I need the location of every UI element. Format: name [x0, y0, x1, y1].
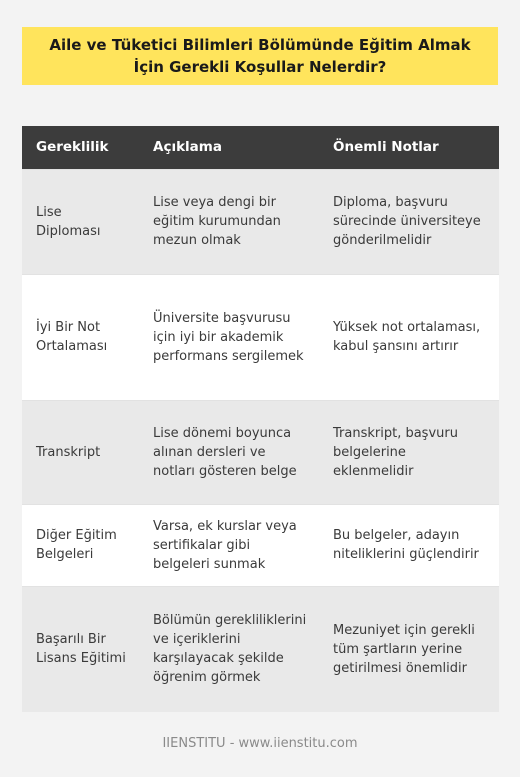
cell-requirement: Diğer Eğitim Belgeleri — [22, 504, 139, 586]
table-row — [22, 169, 499, 274]
cell-description: Varsa, ek kurslar veya sertifikalar gibi belgeleri sunmak — [139, 504, 319, 586]
table-header-row — [22, 126, 499, 169]
footer-credit: IIENSTITU - www.iienstitu.com — [162, 736, 358, 751]
column-header-notes: Önemli Notlar — [319, 126, 499, 169]
column-header-requirement: Gereklilik — [22, 126, 139, 169]
cell-requirement: Transkript — [22, 400, 139, 504]
column-header-description: Açıklama — [139, 126, 319, 169]
cell-description: Bölümün gerekliliklerini ve içeriklerini karşılayacak şekilde öğrenim görmek — [139, 586, 319, 712]
cell-requirement: Başarılı Bir Lisans Eğitimi — [22, 586, 139, 712]
table-row — [22, 504, 499, 586]
cell-notes: Bu belgeler, adayın niteliklerini güçlendirir — [319, 504, 499, 586]
cell-notes: Yüksek not ortalaması, kabul şansını artırır — [319, 274, 499, 400]
cell-requirement: Lise Diploması — [22, 169, 139, 274]
table-row — [22, 274, 499, 400]
page-title: Aile ve Tüketici Bilimleri Bölümünde Eğitim Almak İçin Gerekli Koşullar Nelerdir? — [22, 27, 498, 85]
cell-notes: Mezuniyet için gerekli tüm şartların yerine getirilmesi önemlidir — [319, 586, 499, 712]
table-row — [22, 400, 499, 504]
cell-notes: Diploma, başvuru sürecinde üniversiteye gönderilmelidir — [319, 169, 499, 274]
table-row — [22, 586, 499, 712]
cell-description: Lise veya dengi bir eğitim kurumundan mezun olmak — [139, 169, 319, 274]
cell-notes: Transkript, başvuru belgelerine eklenmelidir — [319, 400, 499, 504]
requirements-table — [22, 126, 499, 712]
cell-description: Lise dönemi boyunca alınan dersleri ve notları gösteren belge — [139, 400, 319, 504]
cell-requirement: İyi Bir Not Ortalaması — [22, 274, 139, 400]
cell-description: Üniversite başvurusu için iyi bir akademik performans sergilemek — [139, 274, 319, 400]
